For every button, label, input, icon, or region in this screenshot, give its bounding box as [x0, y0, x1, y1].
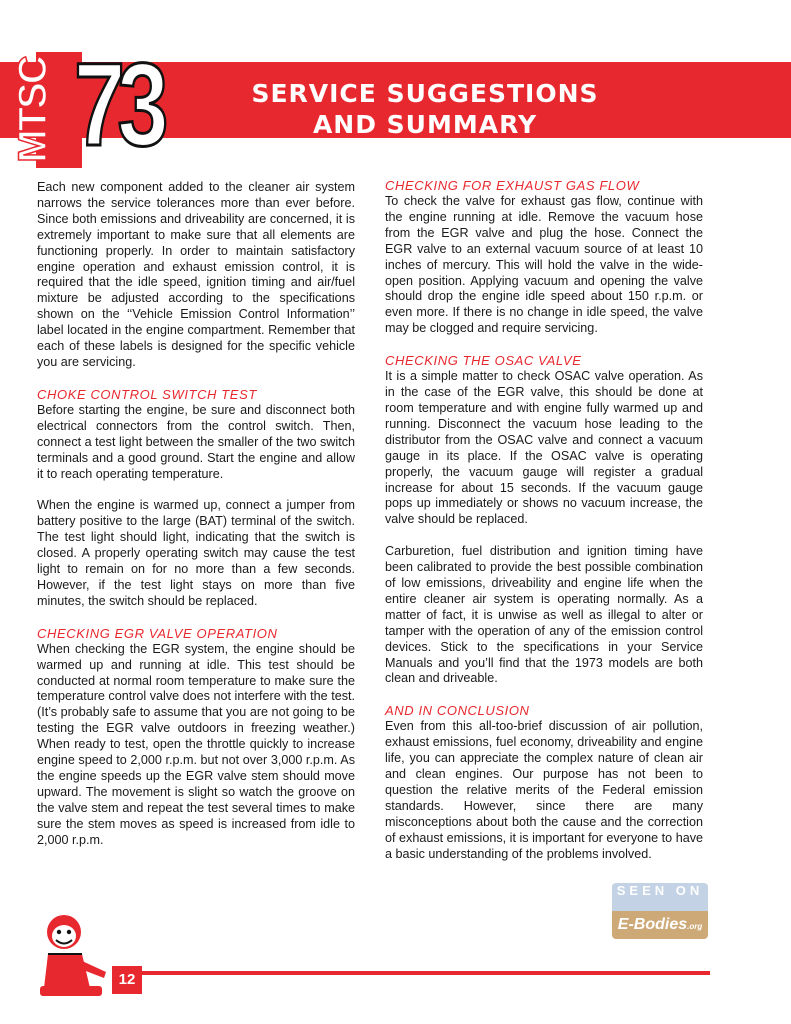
watermark-bottom — [612, 911, 708, 939]
intro-paragraph: Each new component added to the cleaner air system narrows the service tolerances more than ever before. Since both emissions and driveability are concerned, it is extremely important to make sure that all elements are functioning properly. In order to maintain satisfactory engine operation and exhaust emission control, it is required that the idle speed, ignition timing and air/fuel mixture be adjusted according to the specifications shown on the ‘‘Vehicle Emission Control Information’’ label located in the engine compartment. Remember that each of these labels is designed for the specific vehicle you are servicing. — [37, 180, 355, 369]
seen-on-ebodies-watermark — [612, 883, 708, 943]
logo-73: 73 — [74, 39, 161, 171]
osac-paragraph-1: It is a simple matter to check OSAC valve operation. As in the case of the EGR valve, this should be done at room temperature and with engine fully warmed up and running. Disconnect the vacuum hose leading to the distributor from the OSAC valve and connect a vacuum gauge in its place. If the OSAC valve is operating properly, the vacuum gauge will register a gradual increase for about 15 seconds. If the vacuum gauge pops up immediately or shows no vacuum increase, the valve should be replaced. — [385, 369, 703, 527]
watermark-suffix: .org — [687, 922, 703, 931]
page-number: 12 — [112, 966, 142, 994]
page-title — [190, 78, 660, 140]
egr-paragraph: When checking the EGR system, the engine should be warmed up and running at idle. This test should be conducted at normal room temperature to make sure the temperature control valve does not interfere with the test. (It’s probably safe to assume that you are not going to be testing the EGR valve outdoors in freezing weather.) When ready to test, open the throttle quickly to increase engine speed to 2,000 r.p.m. but not over 3,000 r.p.m. As the engine speeds up the EGR valve stem should move upward. The movement is slight so watch the groove on the valve stem and repeat the test several times to make sure the stem moves as speed is increased from idle to 2,000 r.p.m. — [37, 641, 355, 847]
exhaust-paragraph: To check the valve for exhaust gas flow, continue with the engine running at idle. Remove the vacuum hose from the EGR valve and plug the hose. Connect the EGR valve to an external vacuum source of at least 10 inches of mercury. This will hold the valve in the wide-open position. Applying vacuum and opening the valve should drop the engine idle speed about 150 r.p.m. or even more. If there is no change in idle speed, the valve may be clogged and require servicing. — [385, 194, 703, 336]
choke-paragraph-1: Before starting the engine, be sure and disconnect both electrical connectors from the control switch. Then, connect a test light between the smaller of the two switch terminals and a good ground. Start the engine and allow it to reach operating temperature. — [37, 402, 355, 481]
watermark-bottom-text: E-Bodies — [617, 916, 688, 933]
choke-heading: CHOKE CONTROL SWITCH TEST — [37, 386, 257, 402]
logo-mtsc-text: MTSC — [11, 57, 55, 163]
exhaust-heading: CHECKING FOR EXHAUST GAS FLOW — [385, 178, 640, 193]
egr-heading: CHECKING EGR VALVE OPERATION — [37, 625, 278, 641]
choke-paragraph-2: When the engine is warmed up, connect a jumper from battery positive to the large (BAT) terminal of the switch. The test light should light, indicating that the switch is closed. A properly operating switch may cause the test light to remain on for no more than a few seconds. However, if the test light stays on more than five minutes, the switch should be replaced. — [37, 498, 355, 608]
osac-paragraph-2: Carburetion, fuel distribution and ignition timing have been calibrated to provide the best possible combination of low emissions, driveability and engine life when the entire cleaner air system is operating normally. As a matter of fact, it is unwise as well as illegal to alter or tamper with the operation of any of the emission control devices. Stick to the specifications in your Service Manuals and you’ll find that the 1973 models are both clean and driveable. — [385, 544, 703, 686]
left-column — [37, 180, 355, 849]
watermark-top: SEEN ON — [612, 883, 708, 911]
mascot-illustration — [34, 910, 118, 1002]
conclusion-paragraph: Even from this all-too-brief discussion of air pollution, exhaust emissions, fuel economy, driveability and engine life, you can appreciate the complex nature of clean air and clean engines. Our purpose has not been to question the relative merits of the Federal emission standards. However, since there are many misconceptions about both the cause and the correction of exhaust emissions, it is important for everyone to have a basic understanding of the problems involved. — [385, 719, 703, 861]
right-column — [385, 178, 703, 863]
footer-rule — [140, 971, 710, 975]
osac-heading: CHECKING THE OSAC VALVE — [385, 353, 582, 369]
page-title-line1: SERVICE SUGGESTIONS — [251, 79, 599, 108]
page-title-line2: AND SUMMARY — [312, 110, 538, 139]
conclusion-heading: AND IN CONCLUSION — [385, 703, 530, 719]
